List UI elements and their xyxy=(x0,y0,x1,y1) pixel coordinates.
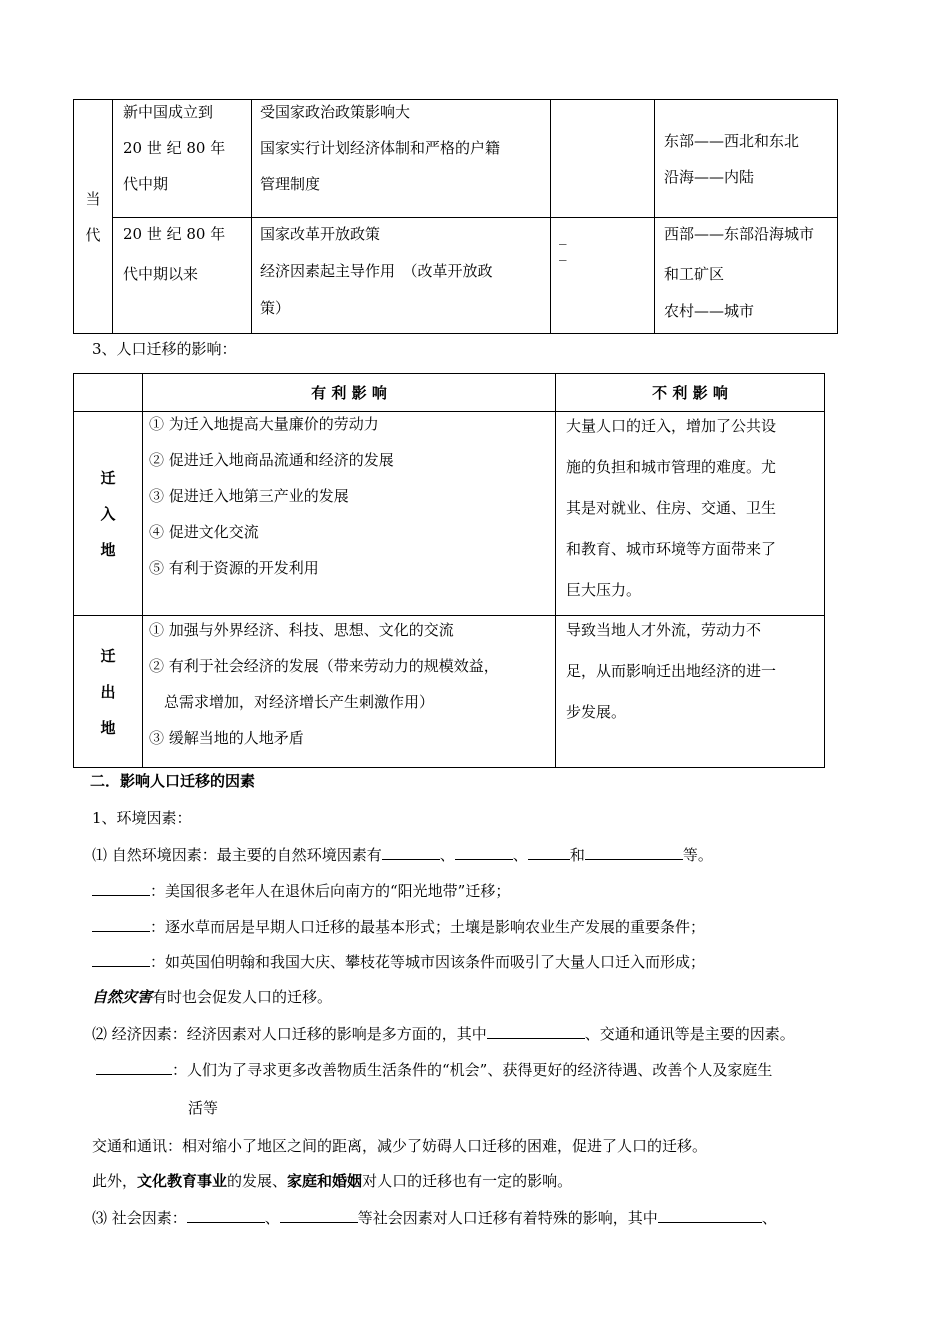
text-line: 施的负担和城市管理的难度。尤 xyxy=(566,458,777,476)
eco-detail-line xyxy=(96,1059,772,1080)
text-line: 其是对就业、住房、交通、卫生 xyxy=(566,499,777,517)
other-bold-2: 家庭和婚姻 xyxy=(287,1172,363,1190)
direction-line: 和工矿区 xyxy=(664,265,725,283)
in-negative-cell xyxy=(556,412,825,616)
list-item: ③ 缓解当地的人地矛盾 xyxy=(149,729,304,747)
direction-line: 沿海——内陆 xyxy=(664,167,755,186)
era-cell xyxy=(74,100,113,334)
sep: 、 xyxy=(512,846,528,864)
text-line: 步发展。 xyxy=(566,703,627,721)
period-line: 20 世 纪 80 年 xyxy=(123,225,226,243)
disaster-rest: 有时也会促发人口的迁移。 xyxy=(152,988,333,1006)
other-pre: 此外， xyxy=(92,1172,138,1190)
period-line: 代中期以来 xyxy=(123,265,199,283)
text-line: 足，从而影响迁出地经济的进一 xyxy=(566,662,777,680)
label-out-char: 地 xyxy=(100,718,116,737)
label-out xyxy=(74,616,143,768)
label-in-char: 地 xyxy=(100,540,116,559)
in-positive-cell xyxy=(143,412,556,616)
out-positive-cell xyxy=(143,616,556,768)
economic-prefix: ⑵ 经济因素：经济因素对人口迁移的影响是多方面的，其中 xyxy=(92,1025,487,1043)
list-item: 总需求增加，对经济增长产生刺激作用） xyxy=(149,693,435,711)
transport-line: 交通和通讯：相对缩小了地区之间的距离，减少了妨碍人口迁移的困难，促进了人口的迁移。 xyxy=(92,1137,708,1155)
mineral-line xyxy=(92,951,705,972)
header-negative: 不 利 影 响 xyxy=(556,374,825,412)
other-mid: 的发展、 xyxy=(227,1172,288,1190)
social-line xyxy=(92,1207,777,1228)
mineral-text: ：如英国伯明翰和我国大庆、攀枝花等城市因该条件而吸引了大量人口迁入而形成； xyxy=(150,953,706,971)
water-text: ：逐水草而居是早期人口迁移的最基本形式；土壤是影响农业生产发展的重要条件； xyxy=(150,918,706,936)
blank-4 xyxy=(585,844,683,860)
period-line: 新中国成立到 xyxy=(123,103,214,121)
other-bold-1: 文化教育事业 xyxy=(137,1172,228,1190)
direction-cell xyxy=(655,100,838,218)
migration-impact-table xyxy=(73,373,825,768)
blank-2 xyxy=(455,844,513,860)
other-post: 对人口的迁移也有一定的影响。 xyxy=(362,1172,573,1190)
list-item: ⑤ 有利于资源的开发利用 xyxy=(149,559,319,577)
social-mid: 等社会因素对人口迁移有着特殊的影响，其中 xyxy=(357,1209,658,1227)
other-factors-line xyxy=(92,1171,572,1191)
label-out-char: 迁 xyxy=(100,646,116,665)
migration-period-table xyxy=(73,99,838,334)
blank-social-3 xyxy=(658,1207,762,1223)
natural-suffix: 等。 xyxy=(682,846,713,864)
blank-climate xyxy=(92,880,150,896)
list-item: ④ 促进文化交流 xyxy=(149,523,259,541)
cause-line: 受国家政治政策影响大 xyxy=(260,103,411,121)
social-end: 、 xyxy=(761,1209,777,1227)
and: 和 xyxy=(569,846,585,864)
blank-cell xyxy=(551,100,655,218)
cause-line: 国家改革开放政策 xyxy=(260,225,381,243)
cause-line: 管理制度 xyxy=(260,175,321,193)
disaster-bold: 自然灾害 xyxy=(92,988,153,1006)
cause-cell xyxy=(252,218,551,334)
blank-cell xyxy=(551,218,655,334)
direction-cell xyxy=(655,218,838,334)
blank-economic xyxy=(487,1023,585,1039)
cause-cell xyxy=(252,100,551,218)
out-negative-cell xyxy=(556,616,825,768)
climate-text: ：美国很多老年人在退休后向南方的“阳光地带”迁移； xyxy=(150,882,511,900)
eco-detail-cont: 活等 xyxy=(188,1099,219,1117)
economic-line xyxy=(92,1023,795,1044)
list-item: ① 为迁入地提高大量廉价的劳动力 xyxy=(149,415,379,433)
natural-factors-line xyxy=(92,844,713,865)
sep: 、 xyxy=(264,1209,280,1227)
direction-line: 西部——东部沿海城市 xyxy=(664,225,815,243)
corner-cell xyxy=(74,374,143,412)
social-prefix: ⑶ 社会因素： xyxy=(92,1209,187,1227)
text-line: 大量人口的迁入，增加了公共设 xyxy=(566,417,777,435)
blank-social-2 xyxy=(280,1207,358,1223)
text-line: 和教育、城市环境等方面带来了 xyxy=(566,540,777,558)
list-item: ① 加强与外界经济、科技、思想、文化的交流 xyxy=(149,621,454,639)
header-positive: 有 利 影 响 xyxy=(143,374,556,412)
direction-line: 东部——西北和东北 xyxy=(664,131,800,150)
label-in xyxy=(74,412,143,616)
era-label-1: 当 xyxy=(85,189,101,208)
text-line: 巨大压力。 xyxy=(566,581,642,599)
economic-suffix: 、交通和通讯等是主要的因素。 xyxy=(584,1025,795,1043)
blank-mineral xyxy=(92,951,150,967)
section-3-title: 3、人口迁移的影响： xyxy=(92,340,237,358)
era-label-2: 代 xyxy=(85,225,101,244)
sep: 、 xyxy=(439,846,455,864)
label-in-char: 迁 xyxy=(100,468,116,487)
water-line xyxy=(92,916,705,937)
cause-line: 经济因素起主导作用 （改革开放政 xyxy=(260,262,493,280)
text-line: 导致当地人才外流，劳动力不 xyxy=(566,621,762,639)
period-cell xyxy=(113,218,252,334)
label-out-char: 出 xyxy=(100,682,116,701)
list-item: ② 促进迁入地商品流通和经济的发展 xyxy=(149,451,394,469)
climate-line xyxy=(92,880,510,901)
blank-1 xyxy=(382,844,440,860)
label-in-char: 入 xyxy=(100,504,116,523)
cause-line: 策） xyxy=(260,299,291,317)
direction-line: 农村——城市 xyxy=(664,302,755,320)
eco-detail-text: ：人们为了寻求更多改善物质生活条件的“机会”、获得更好的经济待遇、改善个人及家庭生 xyxy=(172,1061,773,1079)
list-item: ② 有利于社会经济的发展（带来劳动力的规模效益， xyxy=(149,657,499,675)
list-item: ③ 促进迁入地第三产业的发展 xyxy=(149,487,349,505)
period-line: 20 世 纪 80 年 xyxy=(123,139,226,157)
blank-social-1 xyxy=(187,1207,265,1223)
blank-marks: _ _ xyxy=(559,227,567,261)
section-2-title: 二．影响人口迁移的因素 xyxy=(90,772,256,790)
natural-prefix: ⑴ 自然环境因素：最主要的自然环境因素有 xyxy=(92,846,382,864)
disaster-line xyxy=(92,987,332,1007)
env-title: 1、环境因素： xyxy=(92,809,192,827)
period-line: 代中期 xyxy=(123,175,169,193)
cause-line: 国家实行计划经济体制和严格的户籍 xyxy=(260,139,501,157)
blank-eco xyxy=(96,1059,172,1075)
period-cell xyxy=(113,100,252,218)
blank-water xyxy=(92,916,150,932)
blank-3 xyxy=(528,844,570,860)
